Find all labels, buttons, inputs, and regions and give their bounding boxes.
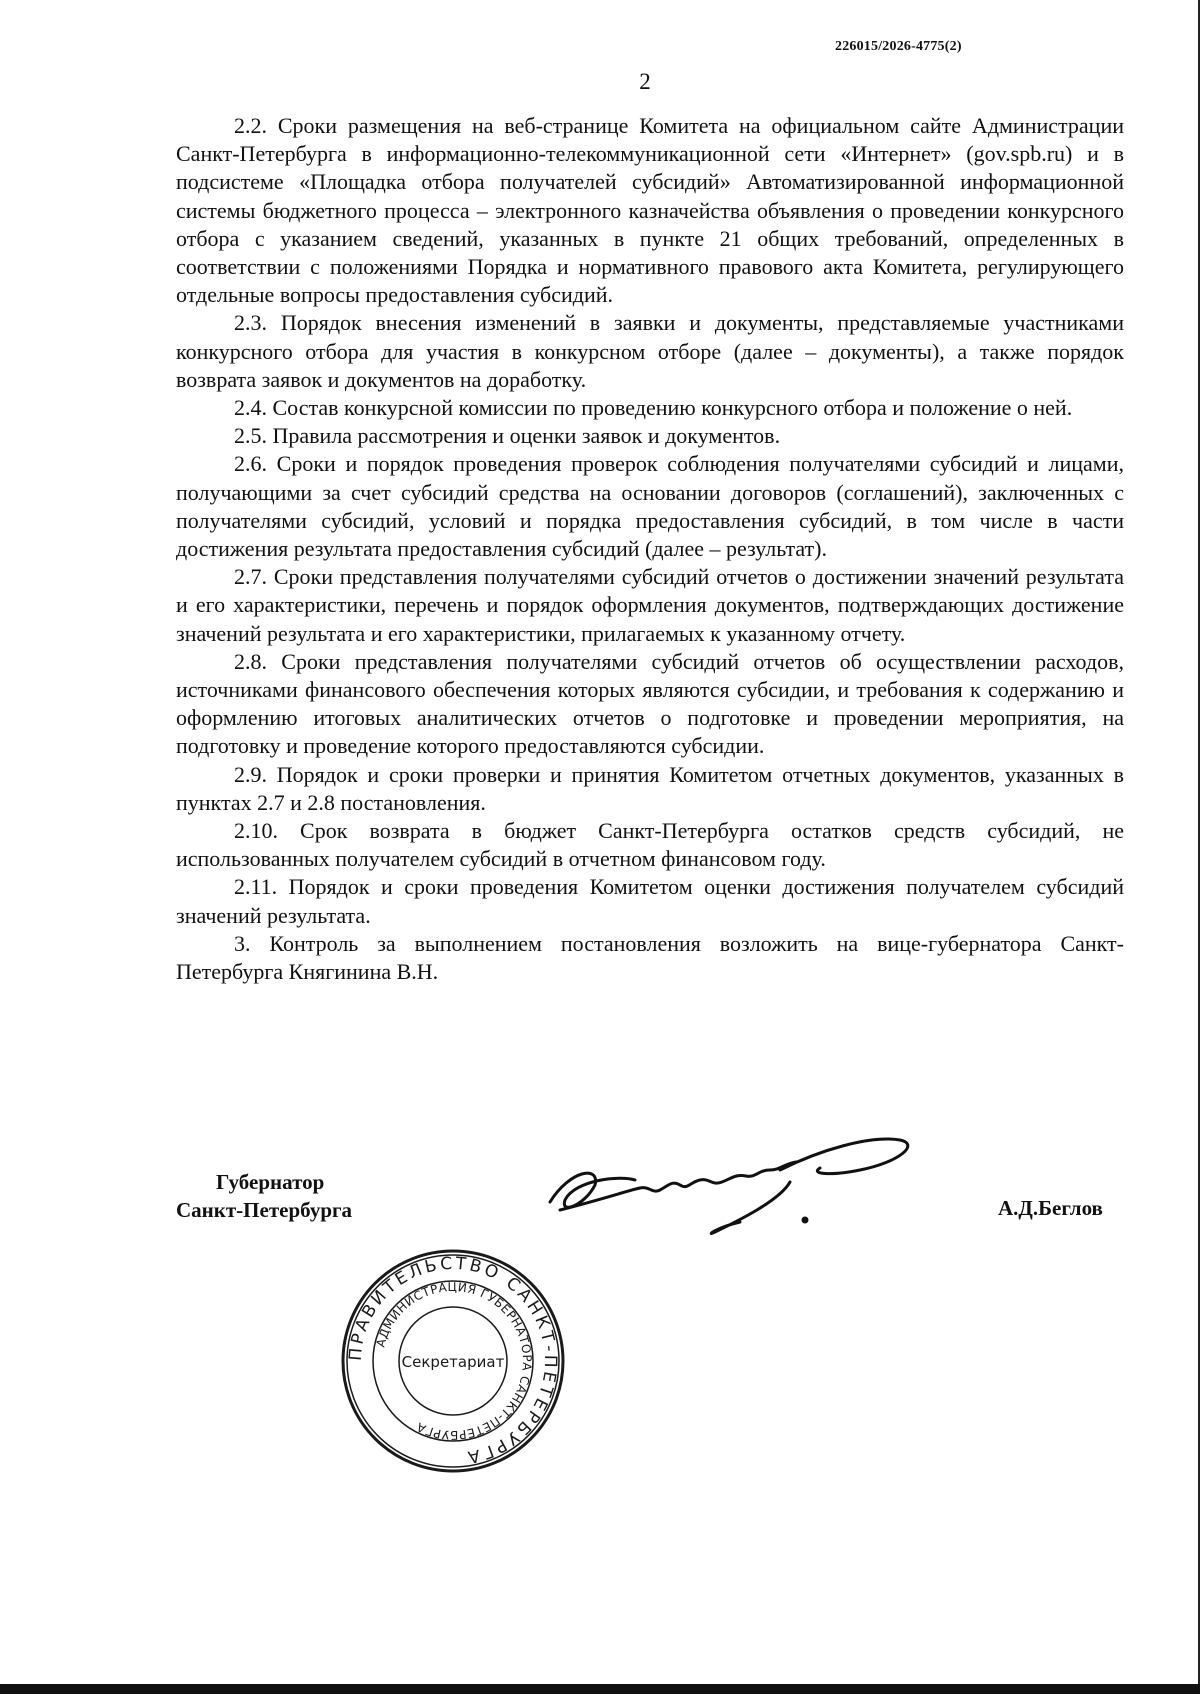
signatory-title-line2: Санкт-Петербурга [176,1198,353,1222]
paragraph-2-10: 2.10. Срок возврата в бюджет Санкт-Петербурга остатков средств субсидий, не использованных получателем субсидий в отчетном финансовом году. [176,818,1124,872]
document-registration-number: 226015/2026-4775(2) [835,39,962,54]
signatory-name: А.Д.Беглов [998,1196,1103,1220]
official-seal [338,1246,568,1476]
paragraph-3: 3. Контроль за выполнением постановления возложить на вице-губернатора Санкт-Петербурга Княгинина В.Н. [176,930,1124,985]
paragraph-2-2: 2.2. Сроки размещения на веб-странице Комитета на официальном сайте Администрации Санкт-Петербурга в информационно-телекоммуникационной сети «Интернет» (gov.spb.ru) и в подсистеме «Площадка отбора получателей субсидий» Автоматизированной информационной системы бюджетного процесса – электронного казначейства объявления о проведении конкурсного отбора с указанием сведений, указанных в пункте 21 общих требований, определенных в соответствии с положениями Порядка и нормативного правового акта Комитета, регулирующего отдельные вопросы предоставления субсидий. [176,113,1124,308]
page-number: 2 [639,69,651,94]
paragraph-2-7: 2.7. Сроки представления получателями субсидий отчетов о достижении значений результата и его характеристики, перечень и порядок оформления документов, подтверждающих достижение значений результата и его характеристики, прилагаемых к указанному отчету. [176,564,1124,646]
paragraph-2-9: 2.9. Порядок и сроки проверки и принятия Комитетом отчетных документов, указанных в пунктах 2.7 и 2.8 постановления. [176,761,1124,815]
paragraph-2-5: 2.5. Правила рассмотрения и оценки заявок и документов. [234,423,781,449]
document-body [176,112,1124,986]
signatory-title-line1: Губернатор [216,1170,325,1194]
seal-inner-text: АДМИНИСТРАЦИЯ ГУБЕРНАТОРА САНКТ-ПЕТЕРБУРГА [373,1279,535,1443]
paragraph-2-6: 2.6. Сроки и порядок проведения проверок соблюдения получателями субсидий и лицами, получающими за счет субсидий средства на основании договоров (соглашений), заключенных с получателями субсидий, условий и порядка предоставления субсидий, в том числе в части достижения результата предоставления субсидий (далее – результат). [176,451,1124,562]
scan-bottom-border [0,1684,1200,1694]
paragraph-2-3: 2.3. Порядок внесения изменений в заявки и документы, представляемые участниками конкурсного отбора для участия в конкурсном отборе (далее – документы), а также порядок возврата заявок и документов на доработку. [176,310,1124,392]
seal-outer-text: ПРАВИТЕЛЬСТВО САНКТ-ПЕТЕРБУРГА [345,1253,561,1468]
paragraph-2-8: 2.8. Сроки представления получателями субсидий отчетов об осуществлении расходов, источниками финансового обеспечения которых являются субсидии, и требования к содержанию и оформлению итоговых аналитических отчетов о подготовке и проведении мероприятия, на подготовку и проведение которого предоставляются субсидии. [176,648,1124,759]
signatory-title [176,1168,352,1224]
paragraph-2-11: 2.11. Порядок и сроки проведения Комитетом оценки достижения получателем субсидий значений результата. [176,874,1124,928]
seal-center-text: Секретариат [401,1353,505,1371]
paragraph-2-4: 2.4. Состав конкурсной комиссии по проведению конкурсного отбора и положение о ней. [234,395,1073,421]
handwritten-signature [540,1130,940,1250]
